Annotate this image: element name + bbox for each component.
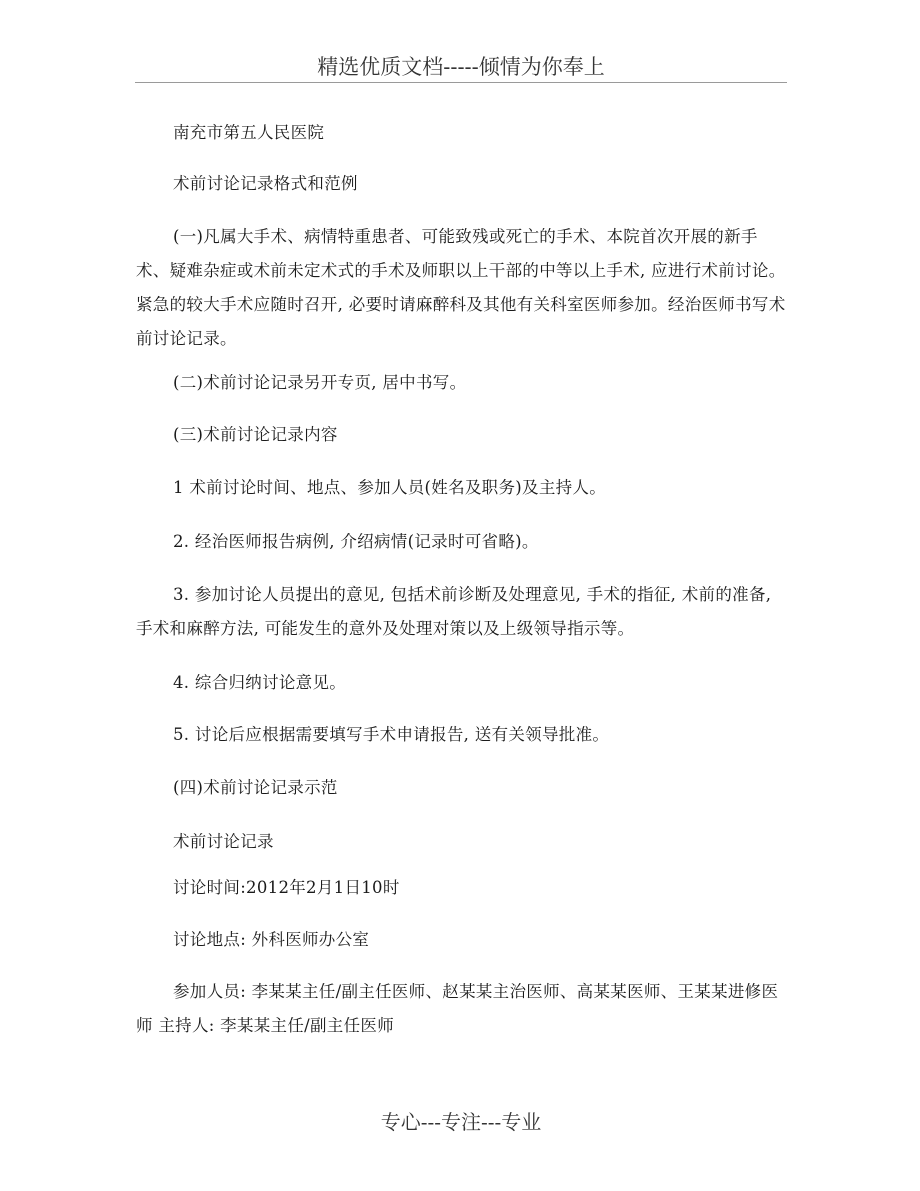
content-item-5: 5. 讨论后应根据需要填写手术申请报告, 送有关领导批准。	[173, 725, 610, 744]
content-item-1: 1 术前讨论时间、地点、参加人员(姓名及职务)及主持人。	[173, 478, 607, 497]
participants: 参加人员: 李某某主任/副主任医师、赵某某主治医师、高某某医师、王某某进修医师 主持人: 李某某主任/副主任医师	[136, 982, 779, 1035]
section-1-paragraph: (一)凡属大手术、病情特重患者、可能致残或死亡的手术、本院首次开展的新手术、疑难杂症或术前未定术式的手术及师职以上干部的中等以上手术, 应进行术前讨论。紧急的较大手术应随时召开, 必要时请麻醉科及其他有关科室医师参加。经治医师书写术前讨论记录。	[136, 227, 786, 348]
document-title: 术前讨论记录格式和范例	[173, 174, 358, 193]
section-3-heading: (三)术前讨论记录内容	[173, 425, 338, 444]
section-4-heading: (四)术前讨论记录示范	[173, 778, 338, 797]
content-item-3: 3. 参加讨论人员提出的意见, 包括术前诊断及处理意见, 手术的指征, 术前的准备, 手术和麻醉方法, 可能发生的意外及处理对策以及上级领导指示等。	[136, 585, 772, 638]
example-title: 术前讨论记录	[173, 832, 274, 851]
page-header: 精选优质文档-----倾情为你奉上	[135, 52, 787, 83]
page-footer: 专心---专注---专业	[380, 1110, 542, 1134]
hospital-name: 南充市第五人民医院	[173, 123, 325, 142]
content-item-4: 4. 综合归纳讨论意见。	[173, 673, 347, 692]
section-2-paragraph: (二)术前讨论记录另开专页, 居中书写。	[173, 373, 467, 392]
discussion-place: 讨论地点: 外科医师办公室	[173, 930, 370, 949]
content-item-2: 2. 经治医师报告病例, 介绍病情(记录时可省略)。	[173, 532, 539, 551]
discussion-time: 讨论时间:2012年2月1日10时	[173, 878, 400, 897]
